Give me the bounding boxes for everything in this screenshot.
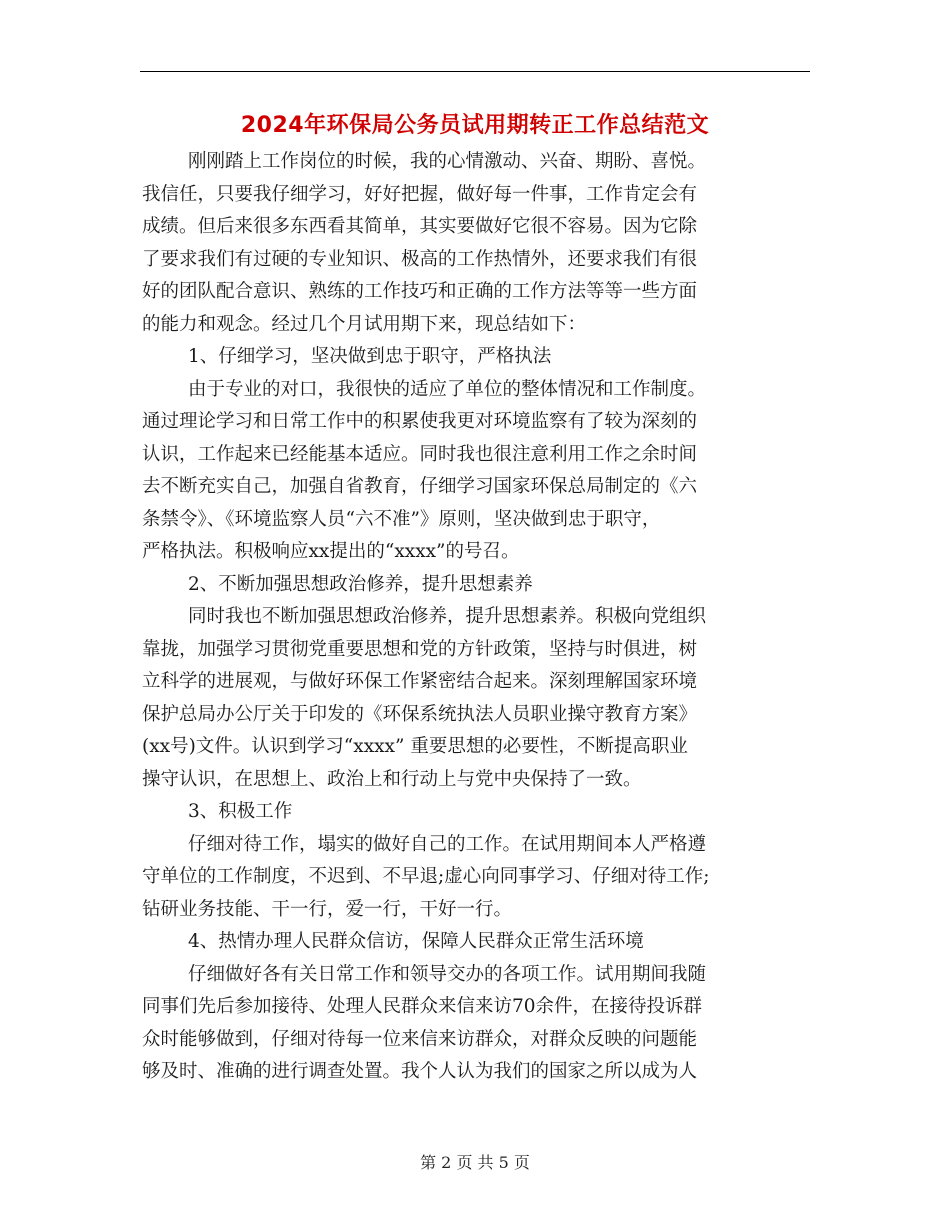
body-line: 守单位的工作制度，不迟到、不早退;虚心向同事学习、仔细对待工作; [142, 866, 710, 887]
body-line: 众时能够做到，仔细对待每一位来信来访群众，对群众反映的问题能 [142, 1028, 698, 1050]
document-title: 2024年环保局公务员试用期转正工作总结范文 [240, 113, 710, 138]
body-line: 靠拢，加强学习贯彻党重要思想和党的方针政策，坚持与时俱进，树 [142, 638, 698, 660]
body-line: 仔细做好各有关日常工作和领导交办的各项工作。试用期间我随 [188, 963, 707, 985]
body-line: 操守认识，在思想上、政治上和行动上与党中央保持了一致。 [142, 768, 642, 790]
body-line: 仔细对待工作，塌实的做好自己的工作。在试用期间本人严格遵 [188, 833, 707, 855]
body-line: 成绩。但后来很多东西看其简单，其实要做好它很不容易。因为它除 [142, 216, 698, 237]
body-line: 的能力和观念。经过几个月试用期下来，现总结如下： [142, 313, 587, 335]
section-heading: 1、仔细学习，坚决做到忠于职守，严格执法 [188, 346, 552, 367]
page-number: 第 2 页 共 5 页 [420, 1153, 530, 1172]
body-line: 好的团队配合意识、熟练的工作技巧和正确的工作方法等等一些方面 [142, 281, 698, 302]
body-line: (xx号)文件。认识到学习“xxxx” 重要思想的必要性，不断提高职业 [142, 736, 688, 757]
section-heading: 2、不断加强思想政治修养，提升思想素养 [188, 573, 533, 595]
body-line: 同事们先后参加接待、处理人民群众来信来访70余件，在接待投诉群 [142, 996, 703, 1017]
body-line: 条禁令》、《环境监察人员“六不准”》原则，坚决做到忠于职守， [142, 508, 661, 530]
body-line: 立科学的进展观，与做好环保工作紧密结合起来。深刻理解国家环境 [142, 671, 698, 692]
body-line: 够及时、准确的进行调查处置。我个人认为我们的国家之所以成为人 [142, 1061, 698, 1082]
body-line: 了要求我们有过硬的专业知识、极高的工作热情外，还要求我们有很 [142, 248, 698, 270]
section-heading: 4、热情办理人民群众信访，保障人民群众正常生活环境 [188, 931, 644, 952]
header-rule [140, 71, 810, 72]
body-line: 同时我也不断加强思想政治修养，提升思想素养。积极向党组织 [188, 606, 707, 627]
body-line: 去不断充实自己，加强自省教育，仔细学习国家环保总局制定的《六 [142, 476, 698, 497]
section-heading: 3、积极工作 [188, 801, 293, 822]
body-line: 由于专业的对口，我很快的适应了单位的整体情况和工作制度。 [188, 378, 707, 400]
body-line: 通过理论学习和日常工作中的积累使我更对环境监察有了较为深刻的 [142, 411, 698, 432]
body-line: 我信任，只要我仔细学习，好好把握，做好每一件事，工作肯定会有 [142, 183, 698, 205]
body-line: 钻研业务技能、干一行，爱一行，干好一行。 [142, 898, 513, 920]
body-line: 刚刚踏上工作岗位的时候，我的心情激动、兴奋、期盼、喜悦。 [188, 151, 707, 172]
body-line: 认识，工作起来已经能基本适应。同时我也很注意利用工作之余时间 [142, 443, 698, 465]
body-line: 严格执法。积极响应xx提出的“xxxx”的号召。 [142, 541, 520, 562]
document-body [142, 146, 812, 1089]
body-line: 保护总局办公厅关于印发的《环保系统执法人员职业操守教育方案》 [142, 703, 698, 725]
